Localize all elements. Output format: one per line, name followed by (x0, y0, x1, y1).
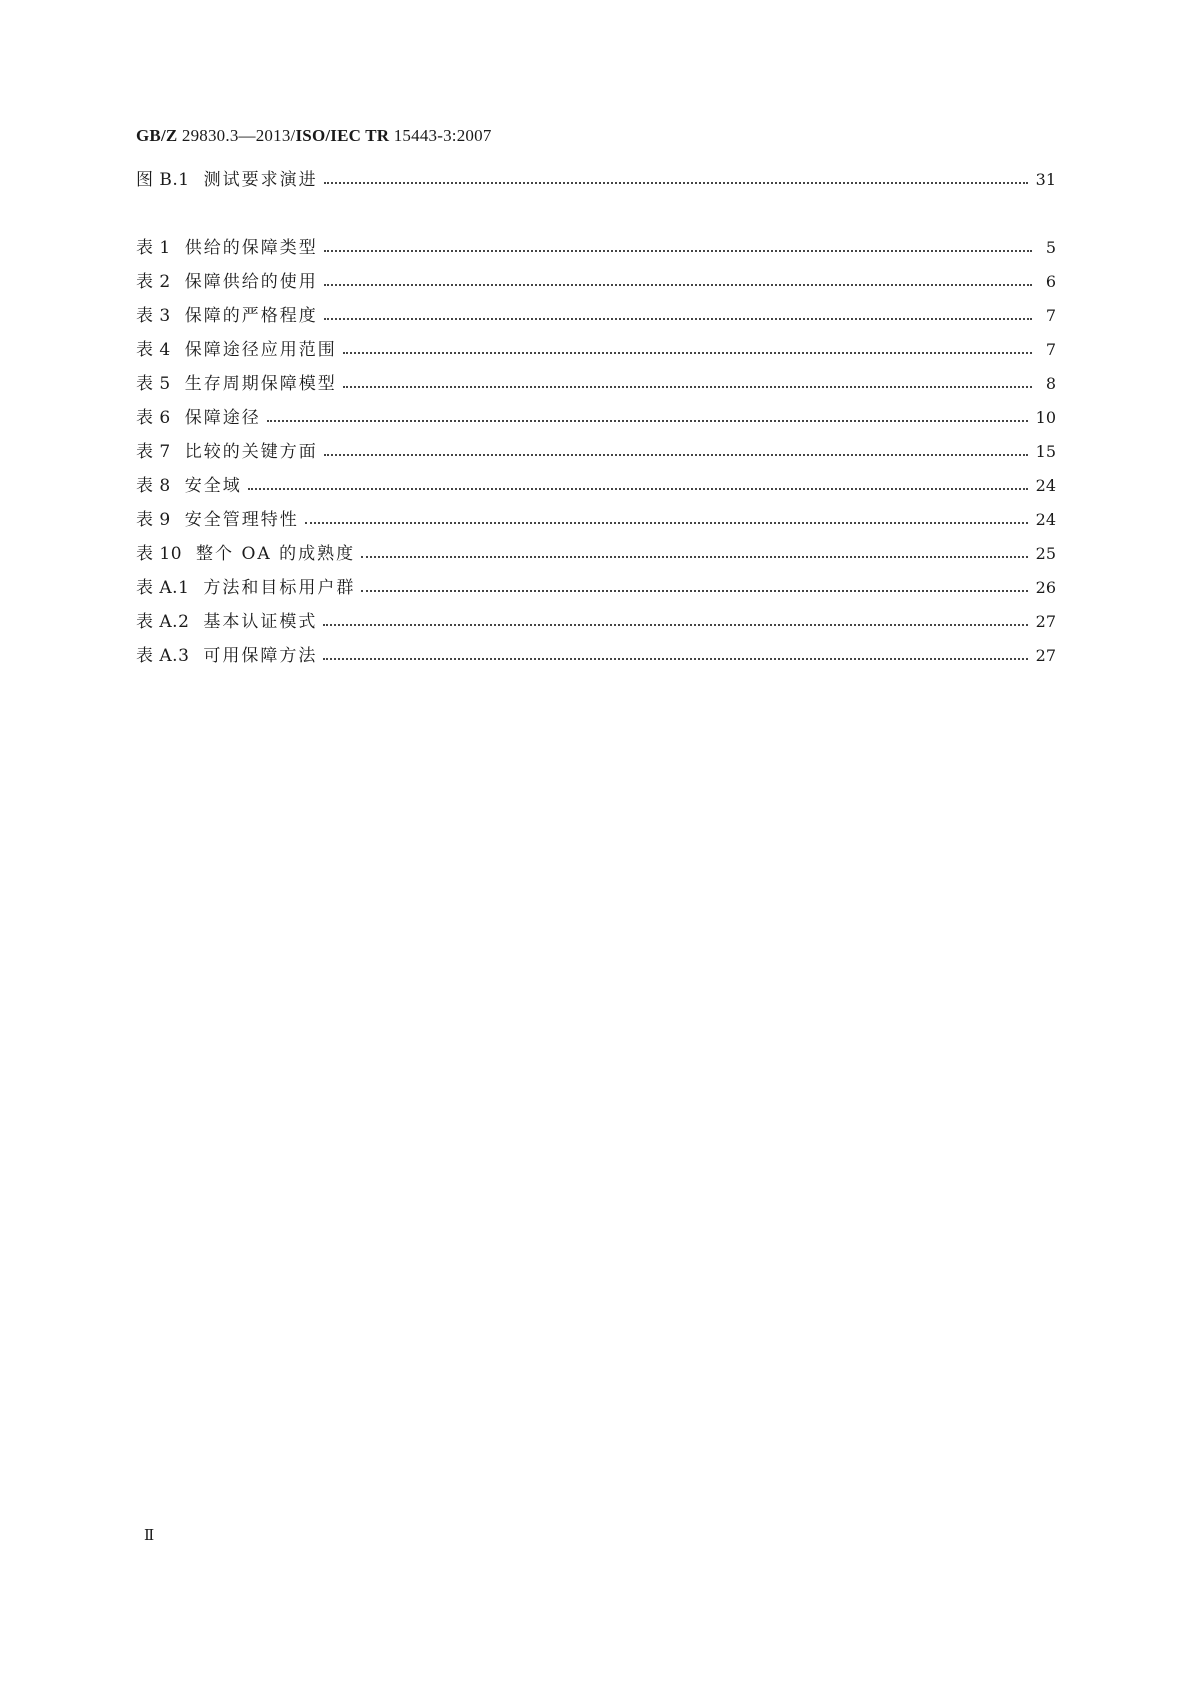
toc-entry-title: 测试要求演进 (203, 170, 318, 190)
toc-entry[interactable] (136, 168, 1056, 192)
toc-entry-page: 24 (1035, 510, 1056, 529)
toc-entry-page: 7 (1045, 306, 1056, 325)
toc-entry[interactable] (136, 406, 1056, 430)
toc-entry-label (136, 440, 324, 464)
toc-entry-label (136, 508, 305, 532)
toc-entry-page: 25 (1035, 544, 1056, 563)
toc-entry-title: 安全域 (184, 476, 242, 496)
toc-entry-title: 保障供给的使用 (184, 272, 318, 292)
toc-entry-number: 表 8 (136, 476, 171, 496)
toc-entry[interactable] (136, 542, 1056, 566)
toc-entry-number: 表 10 (136, 544, 183, 564)
toc-dot-leader (361, 542, 1028, 566)
toc-entry-title: 比较的关键方面 (184, 442, 318, 462)
toc-entry-page: 15 (1035, 442, 1056, 461)
toc-dot-leader (324, 304, 1032, 328)
toc-dot-leader (324, 270, 1032, 294)
toc-dot-leader (323, 644, 1027, 668)
iso-number: 15443-3:2007 (389, 126, 492, 145)
toc-entry[interactable] (136, 644, 1056, 668)
document-header (136, 126, 492, 146)
toc-entry[interactable] (136, 474, 1056, 498)
toc-entry-title: 安全管理特性 (184, 510, 299, 530)
toc-dot-leader (324, 236, 1032, 260)
toc-entry-number: 表 7 (136, 442, 171, 462)
toc-entry-number: 表 A.3 (136, 646, 190, 666)
toc-entry-title: 保障的严格程度 (184, 306, 318, 326)
toc-entry-label (136, 644, 323, 668)
toc-dot-leader (248, 474, 1028, 498)
toc-entry-label (136, 474, 248, 498)
toc-dot-leader (361, 576, 1027, 600)
toc-entry-label (136, 372, 343, 396)
toc-entry-label (136, 576, 361, 600)
toc-entry[interactable] (136, 304, 1056, 328)
toc-entry-number: 表 4 (136, 340, 171, 360)
toc-entry-page: 5 (1045, 238, 1056, 257)
toc-entry[interactable] (136, 576, 1056, 600)
toc-entry-page: 10 (1035, 408, 1056, 427)
toc-entry-number: 表 5 (136, 374, 171, 394)
toc-entry-label (136, 338, 343, 362)
toc-entry-label (136, 270, 324, 294)
toc-entry-number: 图 B.1 (136, 170, 190, 190)
toc-entry-label (136, 168, 324, 192)
toc-dot-leader (324, 440, 1028, 464)
toc-entry-label (136, 236, 324, 260)
iso-prefix: ISO/IEC TR (295, 126, 390, 145)
toc-entry-page: 27 (1035, 612, 1056, 631)
toc-entry-page: 27 (1035, 646, 1056, 665)
toc-entry[interactable] (136, 372, 1056, 396)
toc-entry-number: 表 6 (136, 408, 171, 428)
toc-entry-number: 表 1 (136, 238, 171, 258)
toc-entry-title: 方法和目标用户群 (203, 578, 356, 598)
toc-entry-title: 保障途径 (184, 408, 261, 428)
toc-entry-title: 基本认证模式 (203, 612, 318, 632)
toc-entry-page: 31 (1035, 170, 1056, 189)
standard-number: 29830.3—2013/ (177, 126, 296, 145)
toc-dot-leader (343, 372, 1032, 396)
toc-entry-page: 8 (1045, 374, 1056, 393)
toc-entry-number: 表 A.1 (136, 578, 190, 598)
toc-entry-title: 保障途径应用范围 (184, 340, 337, 360)
toc-entry-page: 24 (1035, 476, 1056, 495)
page-number: Ⅱ (144, 1528, 155, 1544)
toc-entry-page: 7 (1045, 340, 1056, 359)
toc-entry-title: 整个 OA 的成熟度 (196, 544, 356, 564)
toc-entry-page: 6 (1045, 272, 1056, 291)
toc-entry[interactable] (136, 440, 1056, 464)
toc-entry-label (136, 406, 267, 430)
toc-entry-title: 可用保障方法 (203, 646, 318, 666)
toc-dot-leader (323, 610, 1027, 634)
toc-entry-number: 表 3 (136, 306, 171, 326)
toc-entry[interactable] (136, 338, 1056, 362)
toc-entry-label (136, 304, 324, 328)
toc-dot-leader (343, 338, 1032, 362)
toc-entry[interactable] (136, 508, 1056, 532)
toc-entry-number: 表 A.2 (136, 612, 190, 632)
standard-prefix: GB/Z (136, 126, 178, 145)
toc-entry[interactable] (136, 610, 1056, 634)
toc-entry-number: 表 9 (136, 510, 171, 530)
toc-dot-leader (267, 406, 1028, 430)
toc-entry-label (136, 542, 361, 566)
toc-entry-title: 供给的保障类型 (184, 238, 318, 258)
toc-dot-leader (305, 508, 1028, 532)
toc-dot-leader (324, 168, 1028, 192)
toc-entry-page: 26 (1035, 578, 1056, 597)
toc-entry-title: 生存周期保障模型 (184, 374, 337, 394)
toc-entry[interactable] (136, 236, 1056, 260)
toc-entry-number: 表 2 (136, 272, 171, 292)
toc-entry[interactable] (136, 270, 1056, 294)
toc-entry-label (136, 610, 323, 634)
